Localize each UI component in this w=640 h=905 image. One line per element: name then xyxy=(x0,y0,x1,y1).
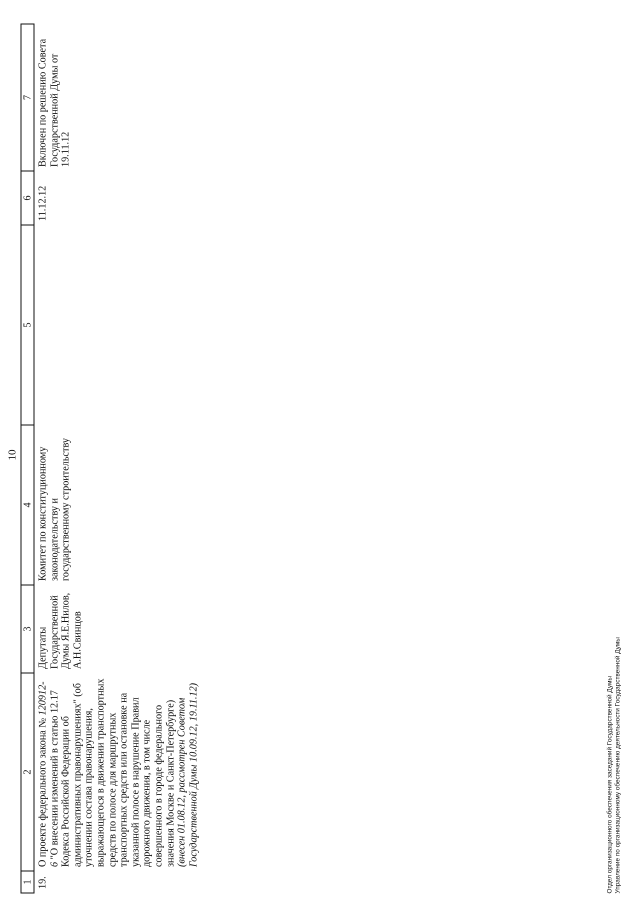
bill-title-prefix: О проекте федерального закона № xyxy=(37,714,48,867)
column-number-row xyxy=(21,24,34,893)
date-cell: 11.12.12 xyxy=(37,185,48,221)
footer-line-2: Управление по организационному обеспечению деятельности Государственной Думы xyxy=(614,636,622,893)
footer-line-1: Отдел организационного обеспечения заседаний Государственной Думы xyxy=(606,675,613,893)
bill-title-body: "О внесении изменений в статью 12.17 Кодекса Российской Федерации об административных правонарушениях" (об уточнении состава правонарушения, выражающегося в движении транспортных средств по полосе для маршрутных транспортных средств или остановке на указанной полосе в нарушение Правил дорожного движения, в том числе совершенного в городе федерального значения Москве и Санкт-Петербурге) xyxy=(48,678,176,867)
footer xyxy=(606,637,623,893)
committee-cell: Комитет по конституционному законодательству и государственному строительству xyxy=(37,437,72,581)
row-number: 19. xyxy=(37,875,48,889)
column-header-5: 5 xyxy=(21,225,34,425)
initiators-cell: Депутаты Государственной Думы Я.Е.Нилов, А.Н.Свинцов xyxy=(37,592,83,669)
page-number: 10 xyxy=(6,449,18,460)
column-header-4: 4 xyxy=(21,425,34,585)
column-header-2: 2 xyxy=(21,673,34,871)
column-5-cell xyxy=(34,225,200,425)
bill-number: 120912-6 xyxy=(37,680,60,867)
agenda-table xyxy=(20,23,199,893)
table-row xyxy=(34,24,200,893)
column-header-1: 1 xyxy=(21,871,34,893)
bill-title-cell xyxy=(34,673,200,871)
bill-status-note: (внесен 01.08.12, рассмотрен Советом Государственной Думы 10.09.12, 19.11.12) xyxy=(176,682,199,867)
column-header-6: 6 xyxy=(21,171,34,225)
column-header-3: 3 xyxy=(21,585,34,673)
column-header-7: 7 xyxy=(21,24,34,171)
note-cell: Включен по решению Совета Государственной Думы от 19.11.12 xyxy=(37,38,72,167)
